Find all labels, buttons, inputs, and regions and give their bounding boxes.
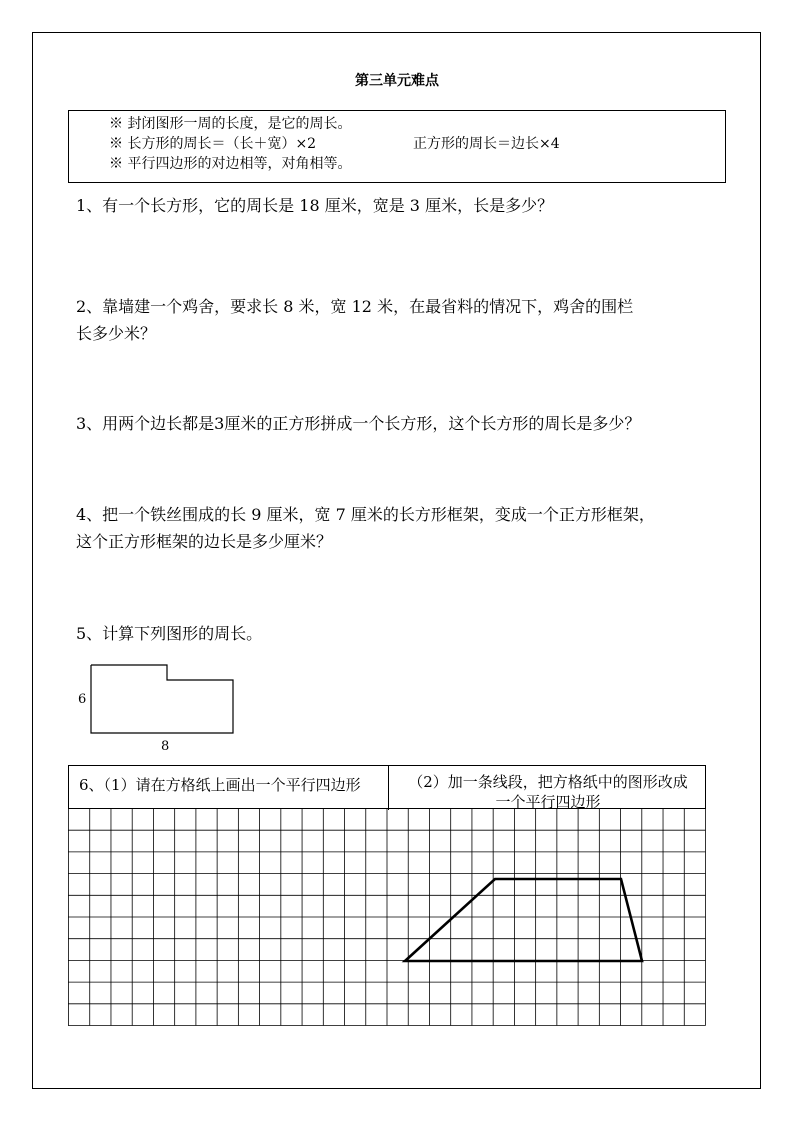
question-1: 1、有一个长方形，它的周长是 18 厘米，宽是 3 厘米，长是多少？ (76, 196, 554, 215)
question-4-line-2: 这个正方形框架的边长是多少厘米？ (76, 532, 333, 551)
grid-task-1-label: 6、（1）请在方格纸上画出一个平行四边形 (79, 776, 361, 794)
grid-task-2-line-2: 一个平行四边形 (495, 793, 601, 811)
question-2-line-2: 长多少米？ (76, 324, 157, 343)
graph-paper (68, 808, 706, 1026)
grid-task-2-line-1: （2）加一条线段，把方格纸中的图形改成 (408, 773, 688, 791)
question-5: 5、计算下列图形的周长。 (76, 624, 263, 643)
figure-height-label: 6 (78, 692, 87, 707)
question-2-line-1: 2、靠墙建一个鸡舍，要求长 8 米，宽 12 米，在最省料的情况下，鸡舍的围栏 (76, 297, 634, 316)
tip-parallelogram-property: ※ 平行四边形的对边相等，对角相等。 (109, 156, 352, 172)
question-4-line-1: 4、把一个铁丝围成的长 9 厘米，宽 7 厘米的长方形框架，变成一个正方形框架， (76, 505, 655, 524)
figure-width-label: 8 (161, 739, 170, 754)
perimeter-figure (70, 655, 250, 760)
figure-outline (91, 665, 233, 733)
trapezoid-figure (405, 879, 642, 961)
tip-perimeter-definition: ※ 封闭图形一周的长度，是它的周长。 (109, 116, 352, 132)
page-title: 第三单元难点 (355, 73, 439, 89)
grid-header (68, 765, 706, 809)
question-3: 3、用两个边长都是3厘米的正方形拼成一个长方形，这个长方形的周长是多少？ (76, 414, 641, 433)
grid-task-2-label (389, 772, 707, 812)
tip-square-formula: 正方形的周长＝边长×4 (413, 136, 560, 152)
tip-rectangle-formula: ※ 长方形的周长＝（长＋宽）×2 (109, 136, 317, 152)
grid-section (68, 765, 706, 1026)
tips-box (68, 110, 726, 183)
grid-lines (68, 808, 706, 1026)
